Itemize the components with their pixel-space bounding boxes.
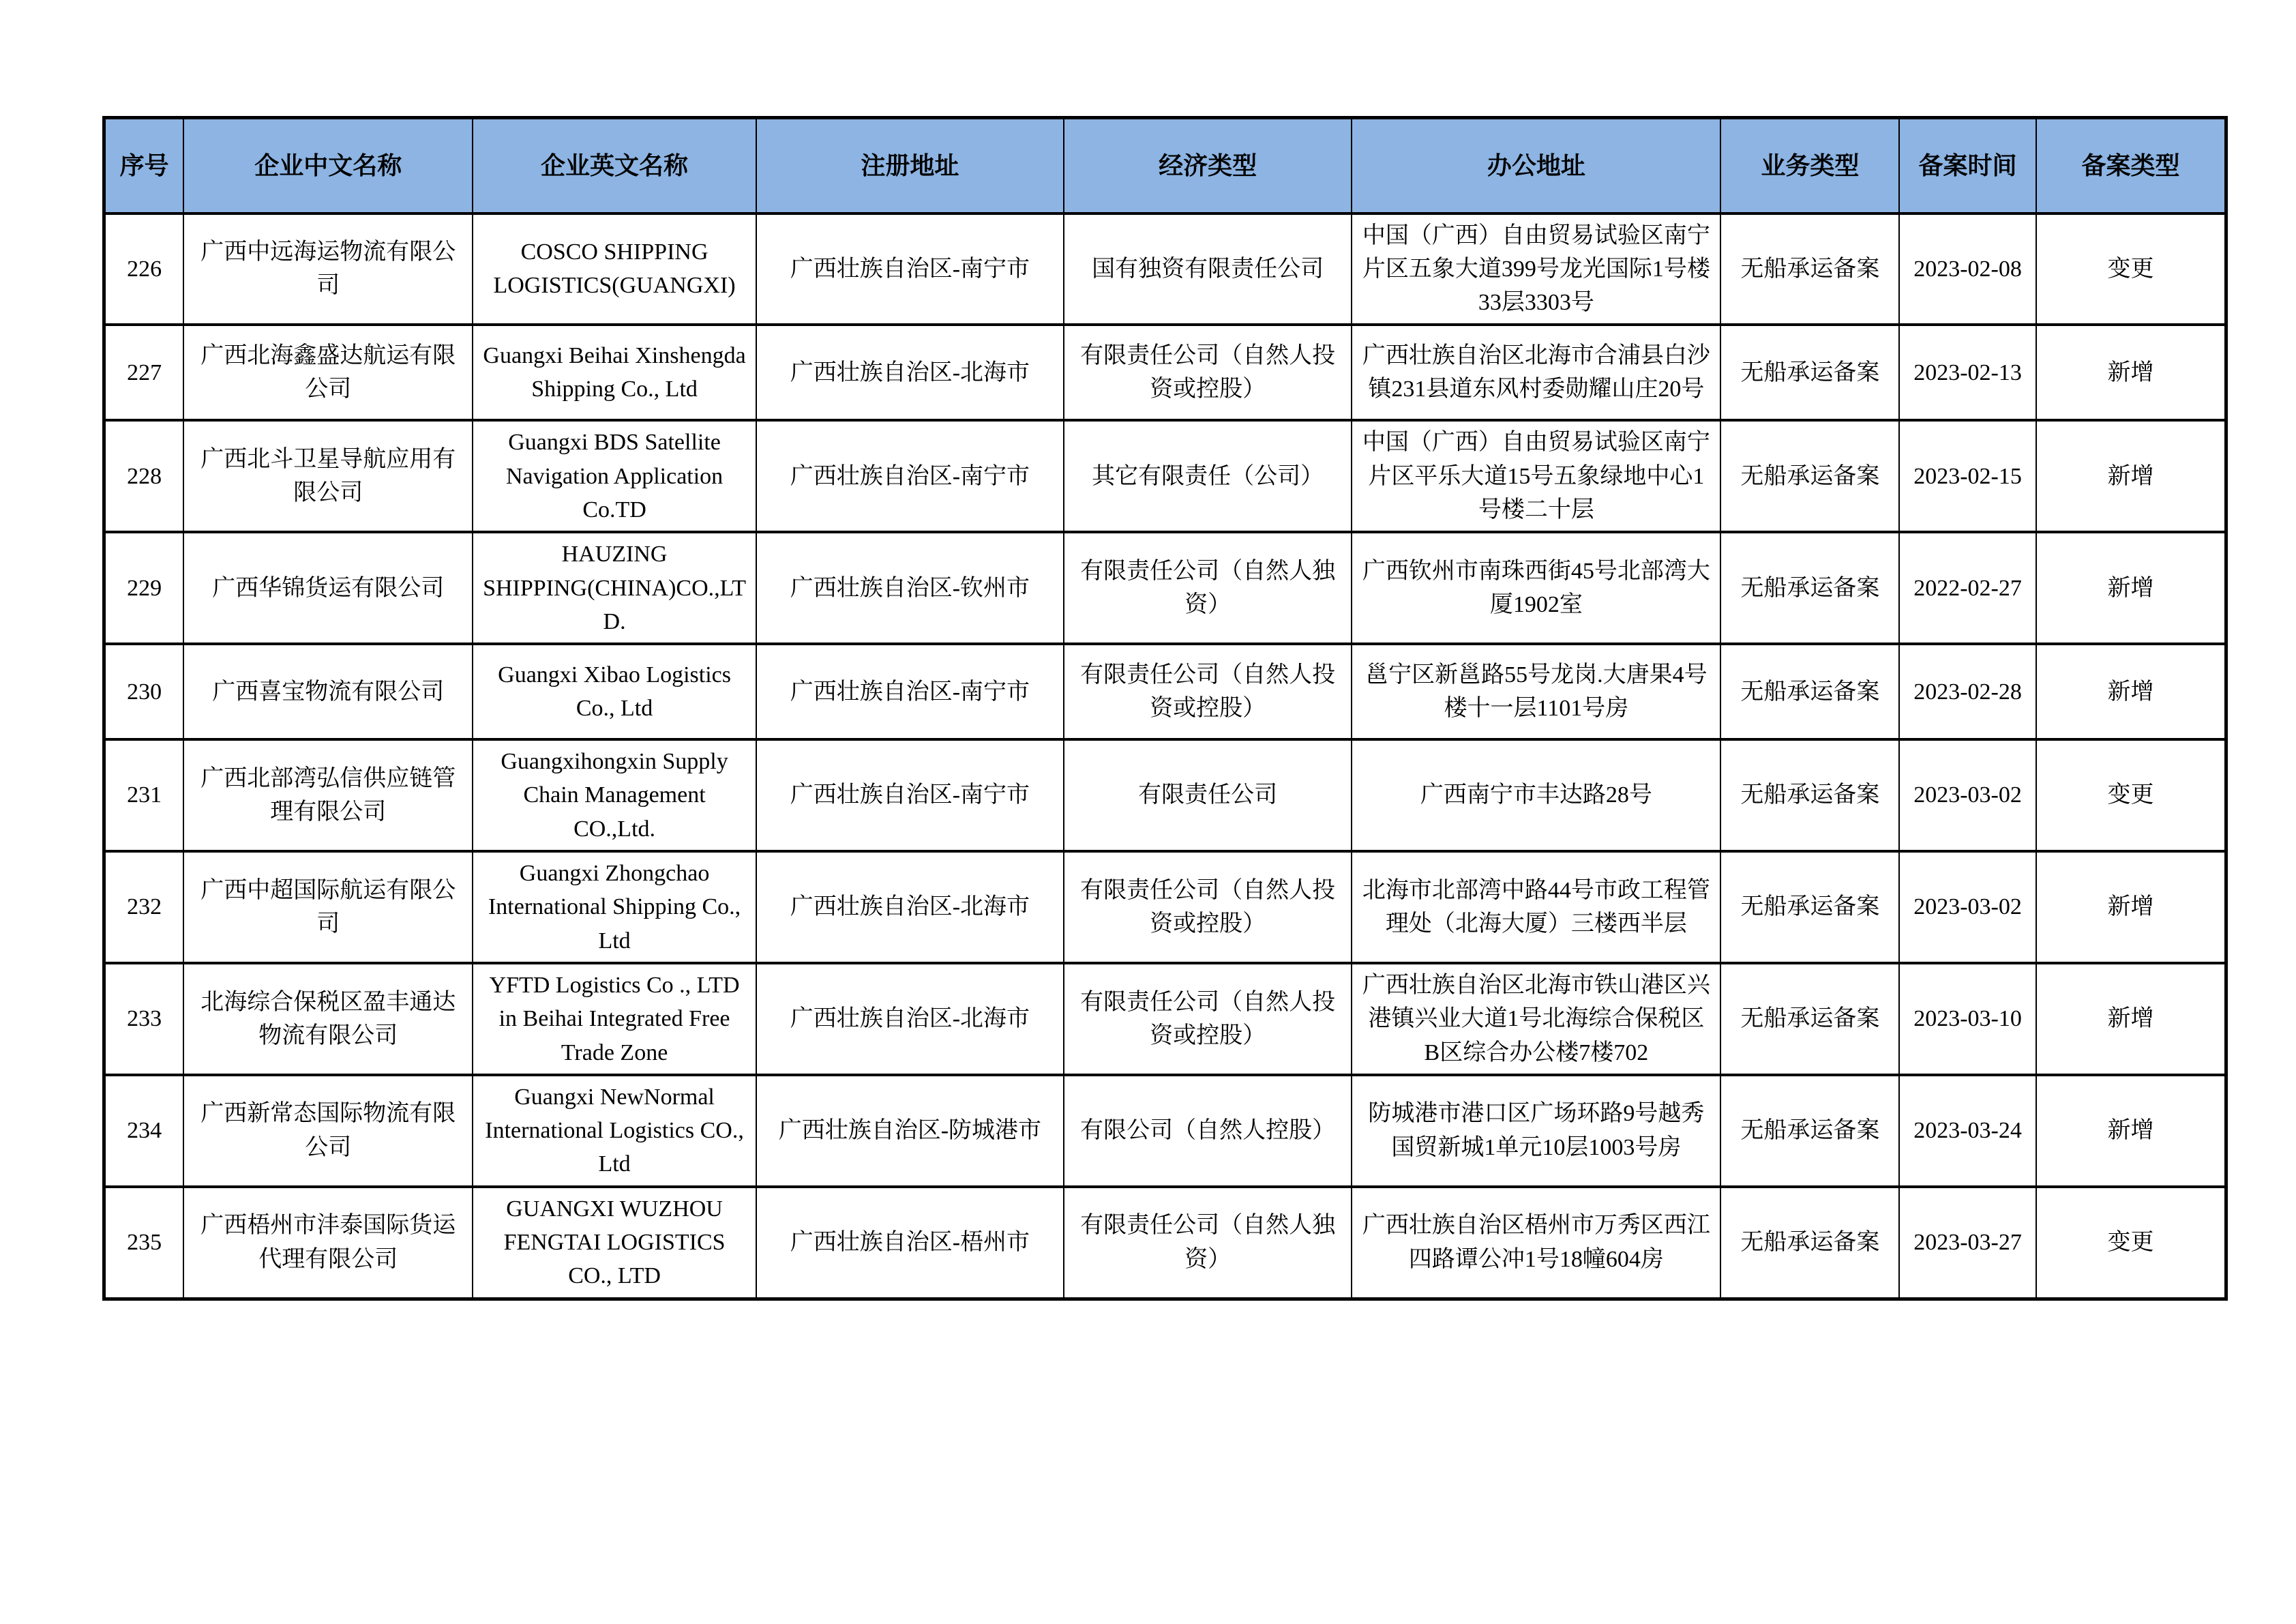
- economic-type-cell: 有限责任公司（自然人投资或控股）: [1064, 325, 1352, 420]
- business-type-cell: 无船承运备案: [1720, 644, 1899, 739]
- economic-type-cell: 有限责任公司（自然人投资或控股）: [1064, 851, 1352, 963]
- table-row: [104, 213, 2226, 325]
- company-name-en-cell: Guangxi Zhongchao International Shipping Co., Ltd: [473, 851, 756, 963]
- company-name-cn-cell: 广西北部湾弘信供应链管理有限公司: [183, 739, 473, 851]
- table-row: [104, 420, 2226, 532]
- table-row: [104, 1187, 2226, 1299]
- company-name-cn-cell: 北海综合保税区盈丰通达物流有限公司: [183, 963, 473, 1075]
- business-type-cell: 无船承运备案: [1720, 963, 1899, 1075]
- table-row: [104, 739, 2226, 851]
- row-number-cell: 229: [104, 532, 184, 644]
- row-number-cell: 235: [104, 1187, 184, 1299]
- column-header: 企业英文名称: [473, 118, 756, 213]
- column-header: 序号: [104, 118, 184, 213]
- company-name-en-cell: GUANGXI WUZHOU FENGTAI LOGISTICS CO., LTD: [473, 1187, 756, 1299]
- business-type-cell: 无船承运备案: [1720, 213, 1899, 325]
- filing-date-cell: 2023-03-10: [1899, 963, 2036, 1075]
- economic-type-cell: 有限公司（自然人控股）: [1064, 1075, 1352, 1187]
- office-address-cell: 北海市北部湾中路44号市政工程管理处（北海大厦）三楼西半层: [1352, 851, 1720, 963]
- table-row: [104, 644, 2226, 739]
- business-type-cell: 无船承运备案: [1720, 1075, 1899, 1187]
- row-number-cell: 232: [104, 851, 184, 963]
- filing-date-cell: 2023-02-13: [1899, 325, 2036, 420]
- row-number-cell: 234: [104, 1075, 184, 1187]
- filing-type-cell: 新增: [2036, 1075, 2226, 1187]
- registered-address-cell: 广西壮族自治区-南宁市: [756, 644, 1064, 739]
- office-address-cell: 中国（广西）自由贸易试验区南宁片区平乐大道15号五象绿地中心1号楼二十层: [1352, 420, 1720, 532]
- company-name-en-cell: COSCO SHIPPING LOGISTICS(GUANGXI): [473, 213, 756, 325]
- filing-type-cell: 变更: [2036, 1187, 2226, 1299]
- economic-type-cell: 有限责任公司（自然人投资或控股）: [1064, 963, 1352, 1075]
- economic-type-cell: 国有独资有限责任公司: [1064, 213, 1352, 325]
- office-address-cell: 广西钦州市南珠西街45号北部湾大厦1902室: [1352, 532, 1720, 644]
- filing-date-cell: 2023-02-08: [1899, 213, 2036, 325]
- row-number-cell: 233: [104, 963, 184, 1075]
- column-header: 注册地址: [756, 118, 1064, 213]
- table-row: [104, 1075, 2226, 1187]
- table-row: [104, 851, 2226, 963]
- economic-type-cell: 其它有限责任（公司）: [1064, 420, 1352, 532]
- business-type-cell: 无船承运备案: [1720, 851, 1899, 963]
- filing-type-cell: 新增: [2036, 644, 2226, 739]
- filing-type-cell: 变更: [2036, 739, 2226, 851]
- filing-type-cell: 新增: [2036, 420, 2226, 532]
- business-type-cell: 无船承运备案: [1720, 325, 1899, 420]
- registered-address-cell: 广西壮族自治区-北海市: [756, 325, 1064, 420]
- registered-address-cell: 广西壮族自治区-南宁市: [756, 739, 1064, 851]
- company-name-en-cell: Guangxi Beihai Xinshengda Shipping Co., Ltd: [473, 325, 756, 420]
- office-address-cell: 广西壮族自治区北海市铁山港区兴港镇兴业大道1号北海综合保税区B区综合办公楼7楼702: [1352, 963, 1720, 1075]
- company-name-cn-cell: 广西中超国际航运有限公司: [183, 851, 473, 963]
- office-address-cell: 广西壮族自治区北海市合浦县白沙镇231县道东风村委勋耀山庄20号: [1352, 325, 1720, 420]
- registered-address-cell: 广西壮族自治区-北海市: [756, 851, 1064, 963]
- filing-type-cell: 新增: [2036, 325, 2226, 420]
- economic-type-cell: 有限责任公司（自然人独资）: [1064, 532, 1352, 644]
- registered-address-cell: 广西壮族自治区-钦州市: [756, 532, 1064, 644]
- filing-date-cell: 2023-03-02: [1899, 739, 2036, 851]
- registered-address-cell: 广西壮族自治区-南宁市: [756, 213, 1064, 325]
- filing-type-cell: 变更: [2036, 213, 2226, 325]
- business-type-cell: 无船承运备案: [1720, 532, 1899, 644]
- row-number-cell: 230: [104, 644, 184, 739]
- company-name-cn-cell: 广西梧州市沣泰国际货运代理有限公司: [183, 1187, 473, 1299]
- row-number-cell: 227: [104, 325, 184, 420]
- table-row: [104, 325, 2226, 420]
- filing-date-cell: 2023-03-24: [1899, 1075, 2036, 1187]
- company-name-cn-cell: 广西新常态国际物流有限公司: [183, 1075, 473, 1187]
- company-name-cn-cell: 广西北斗卫星导航应用有限公司: [183, 420, 473, 532]
- company-filing-table: [102, 116, 2228, 1301]
- company-name-cn-cell: 广西北海鑫盛达航运有限公司: [183, 325, 473, 420]
- row-number-cell: 226: [104, 213, 184, 325]
- company-name-cn-cell: 广西华锦货运有限公司: [183, 532, 473, 644]
- business-type-cell: 无船承运备案: [1720, 739, 1899, 851]
- row-number-cell: 228: [104, 420, 184, 532]
- company-name-en-cell: HAUZING SHIPPING(CHINA)CO.,LTD.: [473, 532, 756, 644]
- filing-date-cell: 2023-03-02: [1899, 851, 2036, 963]
- filing-date-cell: 2023-03-27: [1899, 1187, 2036, 1299]
- business-type-cell: 无船承运备案: [1720, 1187, 1899, 1299]
- registered-address-cell: 广西壮族自治区-北海市: [756, 963, 1064, 1075]
- column-header: 办公地址: [1352, 118, 1720, 213]
- company-name-en-cell: Guangxi BDS Satellite Navigation Application Co.TD: [473, 420, 756, 532]
- registered-address-cell: 广西壮族自治区-南宁市: [756, 420, 1064, 532]
- registered-address-cell: 广西壮族自治区-防城港市: [756, 1075, 1064, 1187]
- economic-type-cell: 有限责任公司: [1064, 739, 1352, 851]
- company-name-cn-cell: 广西中远海运物流有限公司: [183, 213, 473, 325]
- company-name-cn-cell: 广西喜宝物流有限公司: [183, 644, 473, 739]
- table-row: [104, 532, 2226, 644]
- office-address-cell: 中国（广西）自由贸易试验区南宁片区五象大道399号龙光国际1号楼33层3303号: [1352, 213, 1720, 325]
- filing-date-cell: 2022-02-27: [1899, 532, 2036, 644]
- column-header: 备案类型: [2036, 118, 2226, 213]
- company-name-en-cell: Guangxi Xibao Logistics Co., Ltd: [473, 644, 756, 739]
- table-body: [104, 213, 2226, 1299]
- economic-type-cell: 有限责任公司（自然人投资或控股）: [1064, 644, 1352, 739]
- column-header: 企业中文名称: [183, 118, 473, 213]
- office-address-cell: 广西壮族自治区梧州市万秀区西江四路谭公冲1号18幢604房: [1352, 1187, 1720, 1299]
- table-header: [104, 118, 2226, 213]
- registered-address-cell: 广西壮族自治区-梧州市: [756, 1187, 1064, 1299]
- filing-date-cell: 2023-02-28: [1899, 644, 2036, 739]
- column-header: 备案时间: [1899, 118, 2036, 213]
- table-header-row: [104, 118, 2226, 213]
- office-address-cell: 广西南宁市丰达路28号: [1352, 739, 1720, 851]
- table-row: [104, 963, 2226, 1075]
- filing-type-cell: 新增: [2036, 851, 2226, 963]
- company-name-en-cell: YFTD Logistics Co ., LTD in Beihai Integrated Free Trade Zone: [473, 963, 756, 1075]
- filing-type-cell: 新增: [2036, 963, 2226, 1075]
- office-address-cell: 防城港市港口区广场环路9号越秀国贸新城1单元10层1003号房: [1352, 1075, 1720, 1187]
- economic-type-cell: 有限责任公司（自然人独资）: [1064, 1187, 1352, 1299]
- company-name-en-cell: Guangxi NewNormal International Logistics CO., Ltd: [473, 1075, 756, 1187]
- office-address-cell: 邕宁区新邕路55号龙岗.大唐果4号楼十一层1101号房: [1352, 644, 1720, 739]
- column-header: 经济类型: [1064, 118, 1352, 213]
- company-name-en-cell: Guangxihongxin Supply Chain Management CO.,Ltd.: [473, 739, 756, 851]
- business-type-cell: 无船承运备案: [1720, 420, 1899, 532]
- filing-type-cell: 新增: [2036, 532, 2226, 644]
- column-header: 业务类型: [1720, 118, 1899, 213]
- row-number-cell: 231: [104, 739, 184, 851]
- filing-date-cell: 2023-02-15: [1899, 420, 2036, 532]
